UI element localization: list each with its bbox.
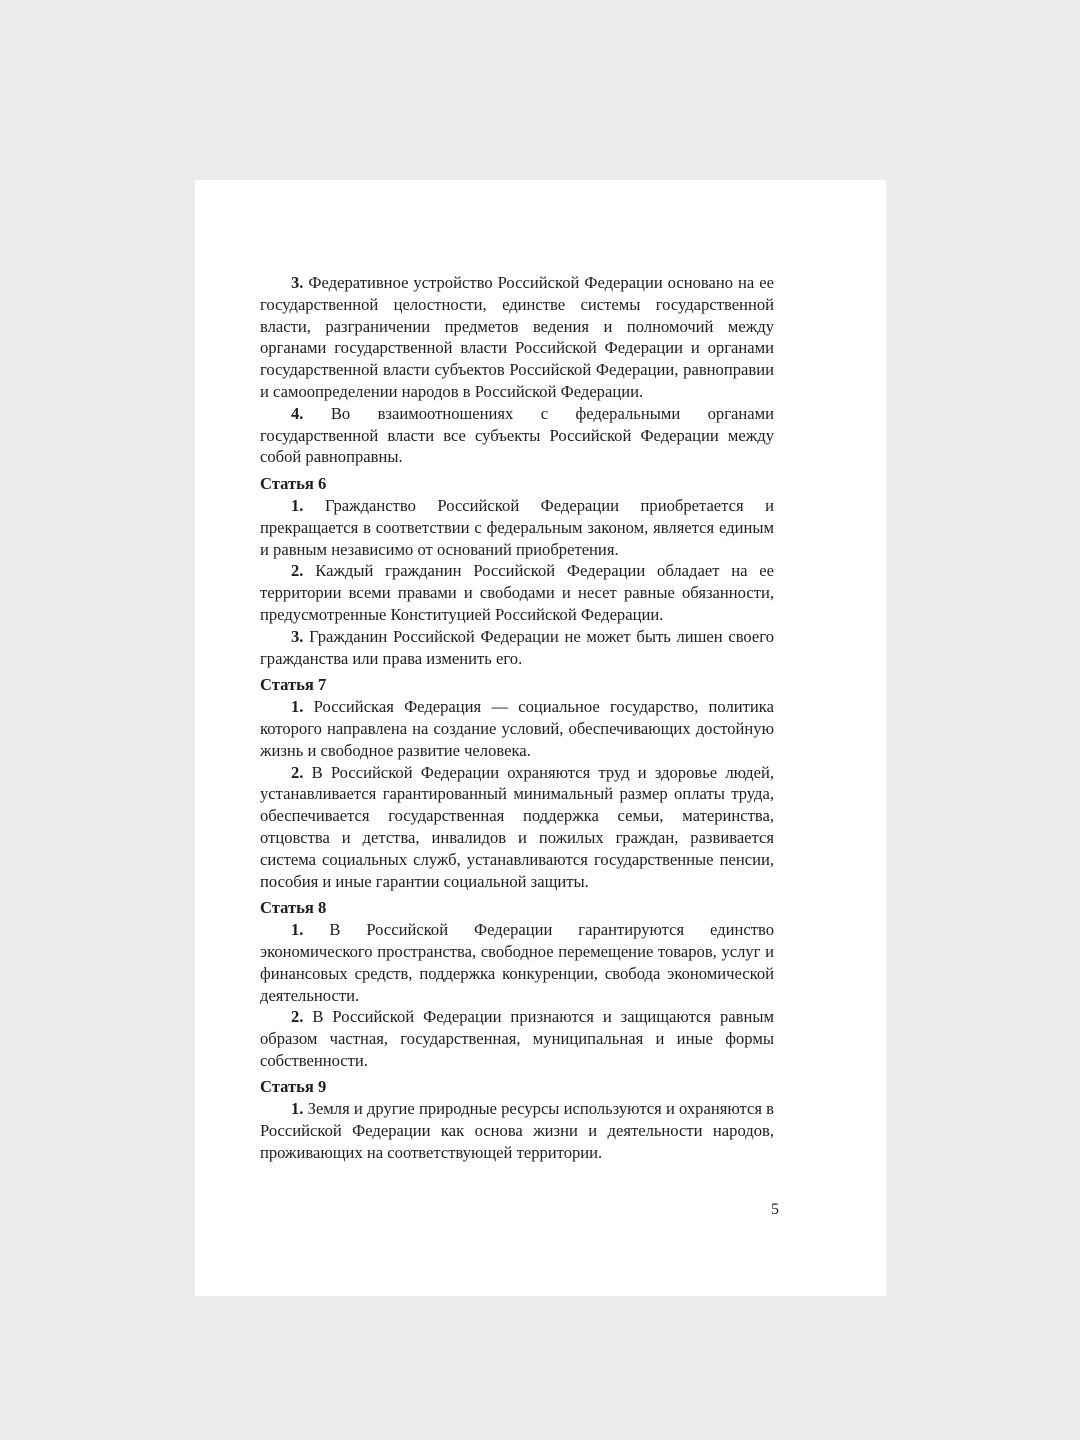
article-heading: Статья 6 [260,473,327,493]
paragraph-number: 2. [291,1007,304,1027]
paragraph-text: Федеративное устройство Российской Федерации основано на ее государственной целостности, единстве системы государственной власти, разграничении предметов ведения и полномочий между органами государственной власти Российской Федерации и органами государственной власти субъектов Российской Федерации, равноправии и самоопределении народов в Российской Федерации. [260,273,774,401]
page-number: 5 [771,1201,779,1218]
article-heading: Статья 7 [260,674,327,694]
paragraph-number: 3. [291,273,304,292]
book-page [195,180,886,1296]
paragraph-number: 2. [291,762,304,782]
paragraph [260,626,774,670]
paragraph-number: 1. [291,1099,304,1119]
paragraph-number: 2. [291,561,304,581]
paragraph-text: Каждый гражданин Российской Федерации обладает на ее территории всеми правами и свободами и несет равные обязанности, предусмотренные Конституцией Российской Федерации. [260,561,774,624]
paragraph-number: 4. [291,403,304,423]
paragraph-text: В Российской Федерации охраняются труд и здоровье людей, устанавливается гарантированный минимальный размер оплаты труда, обеспечивается государственная поддержка семьи, материнства, отцовства и детства, инвалидов и пожилых граждан, развивается система социальных служб, устанавливаются государственные пенсии, пособия и иные гарантии социальной защиты. [260,762,774,891]
paragraph [260,403,774,468]
paragraph-text: Гражданин Российской Федерации не может быть лишен своего гражданства или права изменить его. [260,626,774,668]
paragraph [260,1006,774,1071]
page-body [260,272,774,1164]
paragraph-text: Во взаимоотношениях с федеральными органами государственной власти все субъекты Российской Федерации между собой равноправны. [260,403,774,467]
paragraph-text: Российская Федерация — социальное государство, политика которого направлена на создание условий, обеспечивающих достойную жизнь и свободное развитие человека. [260,697,774,760]
paragraph [260,762,774,893]
paragraph [260,919,774,1006]
paragraph-text: Земля и другие природные ресурсы используются и охраняются в Российской Федерации как основа жизни и деятельности народов, проживающих на соответствующей территории. [260,1099,774,1163]
paragraph-number: 1. [291,697,304,717]
paragraph [260,495,774,560]
paragraph [260,696,774,761]
paragraph-number: 1. [291,495,304,515]
paragraph-number: 3. [291,626,304,646]
paragraph-number: 1. [291,920,304,940]
paragraph [260,560,774,625]
paragraph [260,1098,774,1163]
paragraph-text: В Российской Федерации признаются и защищаются равным образом частная, государственная, муниципальная и иные формы собственности. [260,1007,774,1070]
paragraph-text: В Российской Федерации гарантируются единство экономического пространства, свободное перемещение товаров, услуг и финансовых средств, поддержка конкуренции, свобода экономической деятельности. [260,920,774,1005]
article-heading: Статья 8 [260,897,327,917]
paragraph [260,272,774,403]
article-heading: Статья 9 [260,1077,327,1097]
paragraph-text: Гражданство Российской Федерации приобретается и прекращается в соответствии с федеральным законом, является единым и равным независимо от оснований приобретения. [260,495,774,559]
